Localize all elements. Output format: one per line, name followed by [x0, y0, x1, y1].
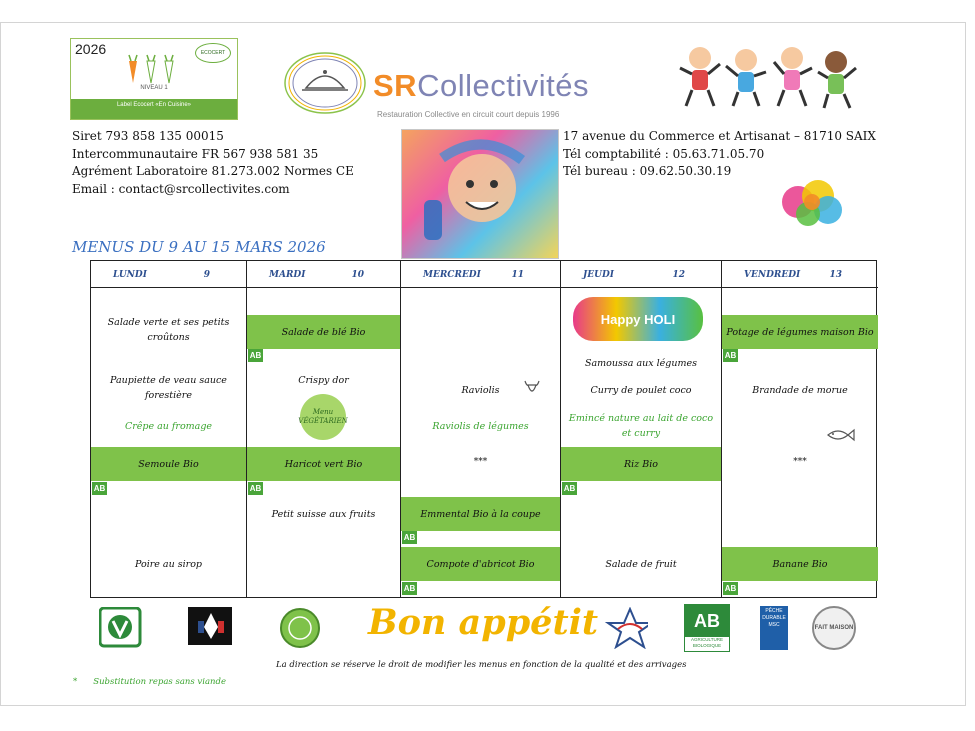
brand-name: Collectivités: [417, 68, 589, 103]
vegetarian-option: Raviolis de légumes: [432, 421, 529, 432]
main-dish: Crispy dor: [298, 375, 349, 386]
phone-office: Tél bureau : 09.62.50.30.19: [563, 164, 732, 178]
phone-accounting: Tél comptabilité : 05.63.71.05.70: [563, 146, 765, 161]
day-column-mercredi: [401, 261, 561, 597]
brand-title: [373, 68, 589, 104]
ab-agriculture-bio-logo: [684, 604, 730, 652]
day-column-vendredi: [722, 261, 878, 597]
day-header: [91, 261, 246, 288]
substitution-text: Substitution repas sans viande: [93, 677, 226, 687]
dessert: Salade de fruit: [605, 559, 677, 570]
menus-title: MENUS DU 9 AU 15 MARS 2026: [72, 238, 326, 256]
ab-organic-icon: AB: [93, 484, 106, 493]
color-splash-icon: [768, 172, 858, 232]
starter: Salade verte et ses petits croûtons: [107, 317, 230, 343]
substitution-mark: *: [73, 677, 78, 687]
children-illustration: [676, 42, 866, 112]
day-name: MARDI: [269, 270, 306, 280]
vegetarian-option: Emincé nature au lait de coco et curry: [568, 413, 714, 439]
day-name: LUNDI: [113, 270, 147, 280]
ab-logo-caption: AGRICULTURE BIOLOGIQUE: [691, 637, 723, 648]
ab-organic-icon: AB: [403, 584, 416, 593]
day-header: [401, 261, 560, 288]
menu-grid: [90, 260, 877, 598]
day-name: JEUDI: [583, 270, 614, 280]
beef-icon: [521, 377, 543, 399]
brand-sr: SR: [373, 68, 418, 103]
fish-icon: [826, 427, 856, 443]
main-dish: Curry de poulet coco: [590, 385, 692, 396]
day-column-mardi: [247, 261, 401, 597]
side-dish: Haricot vert Bio: [247, 447, 400, 481]
day-header: [247, 261, 400, 288]
day-number: 12: [672, 270, 685, 280]
address: 17 avenue du Commerce et Artisanat – 81710 SAIX: [563, 129, 876, 143]
bon-appetit-title: Bon appétit: [368, 602, 599, 643]
vat-number: Intercommunautaire FR 567 938 581 35: [72, 146, 319, 161]
dessert: Poire au sirop: [134, 559, 202, 570]
ab-organic-icon: AB: [563, 484, 576, 493]
starter: Salade de blé Bio: [247, 315, 400, 349]
disclaimer: La direction se réserve le droit de modifier les menus en fonction de la qualité et des arrivages: [276, 660, 687, 670]
main-dish: Paupiette de veau sauce forestière: [110, 375, 227, 401]
main-dish: Raviolis: [461, 385, 500, 396]
day-name: VENDREDI: [744, 270, 801, 280]
dessert: Banane Bio: [722, 547, 878, 581]
ab-organic-icon: AB: [249, 351, 262, 360]
quality-round-logo: [276, 607, 320, 649]
dessert: Compote d'abricot Bio: [401, 547, 560, 581]
carrots-icon: [123, 53, 183, 85]
substitution-note: [73, 677, 226, 687]
ecocert-label: [70, 38, 238, 120]
day-number: 13: [829, 270, 842, 280]
separator-stars: ***: [473, 457, 488, 467]
serving-cloche-logo: [282, 50, 368, 116]
lab-approval: Agrément Laboratoire 81.273.002 Normes CE: [72, 164, 354, 178]
separator-stars: ***: [793, 457, 807, 467]
main-dish: Brandade de morue: [752, 385, 848, 396]
ab-organic-icon: AB: [403, 533, 416, 542]
ab-logo-letters: AB: [685, 605, 729, 637]
starter: Samoussa aux légumes: [585, 358, 697, 369]
day-number: 9: [203, 270, 210, 280]
happy-holi-banner: Happy HOLI: [573, 297, 703, 341]
label-bar: [71, 99, 237, 119]
ab-organic-icon: AB: [724, 584, 737, 593]
vegetarian-v-logo: [99, 607, 143, 649]
ab-organic-icon: AB: [724, 351, 737, 360]
msc-sustainable-fishing-logo: PÊCHE DURABLE MSC: [760, 606, 788, 650]
company-info: [72, 128, 354, 198]
label-niveau: NIVEAU 1: [140, 85, 168, 91]
cheese: Emmental Bio à la coupe: [401, 497, 560, 531]
ecocert-badge: ECOCERT: [195, 43, 231, 63]
vegetarian-menu-badge: Menu VÉGÉTARIEN: [300, 394, 346, 440]
french-poultry-logo: [188, 607, 232, 649]
fait-maison-logo: FAIT MAISON: [812, 606, 856, 650]
day-header: [561, 261, 721, 288]
day-column-jeudi: [561, 261, 722, 597]
french-origin-star-logo: [604, 607, 648, 649]
ab-organic-icon: AB: [249, 484, 262, 493]
day-column-lundi: [91, 261, 247, 597]
siret: Siret 793 858 135 00015: [72, 129, 224, 143]
dessert: Petit suisse aux fruits: [271, 509, 376, 520]
label-year: 2026: [75, 41, 107, 57]
day-name: MERCREDI: [423, 270, 481, 280]
day-header: [722, 261, 878, 288]
brand-tagline: Restauration Collective en circuit court depuis 1996: [377, 110, 560, 119]
label-bar-text: Label Ecocert «En Cuisine»: [116, 102, 192, 108]
day-number: 10: [351, 270, 364, 280]
side-dish: Semoule Bio: [91, 447, 246, 481]
holi-child-photo: [401, 129, 559, 259]
vegetarian-option: Crêpe au fromage: [124, 421, 213, 432]
day-number: 11: [511, 270, 524, 280]
email: Email : contact@srcollectivites.com: [72, 181, 290, 196]
side-dish: Riz Bio: [561, 447, 721, 481]
starter: Potage de légumes maison Bio: [722, 315, 878, 349]
